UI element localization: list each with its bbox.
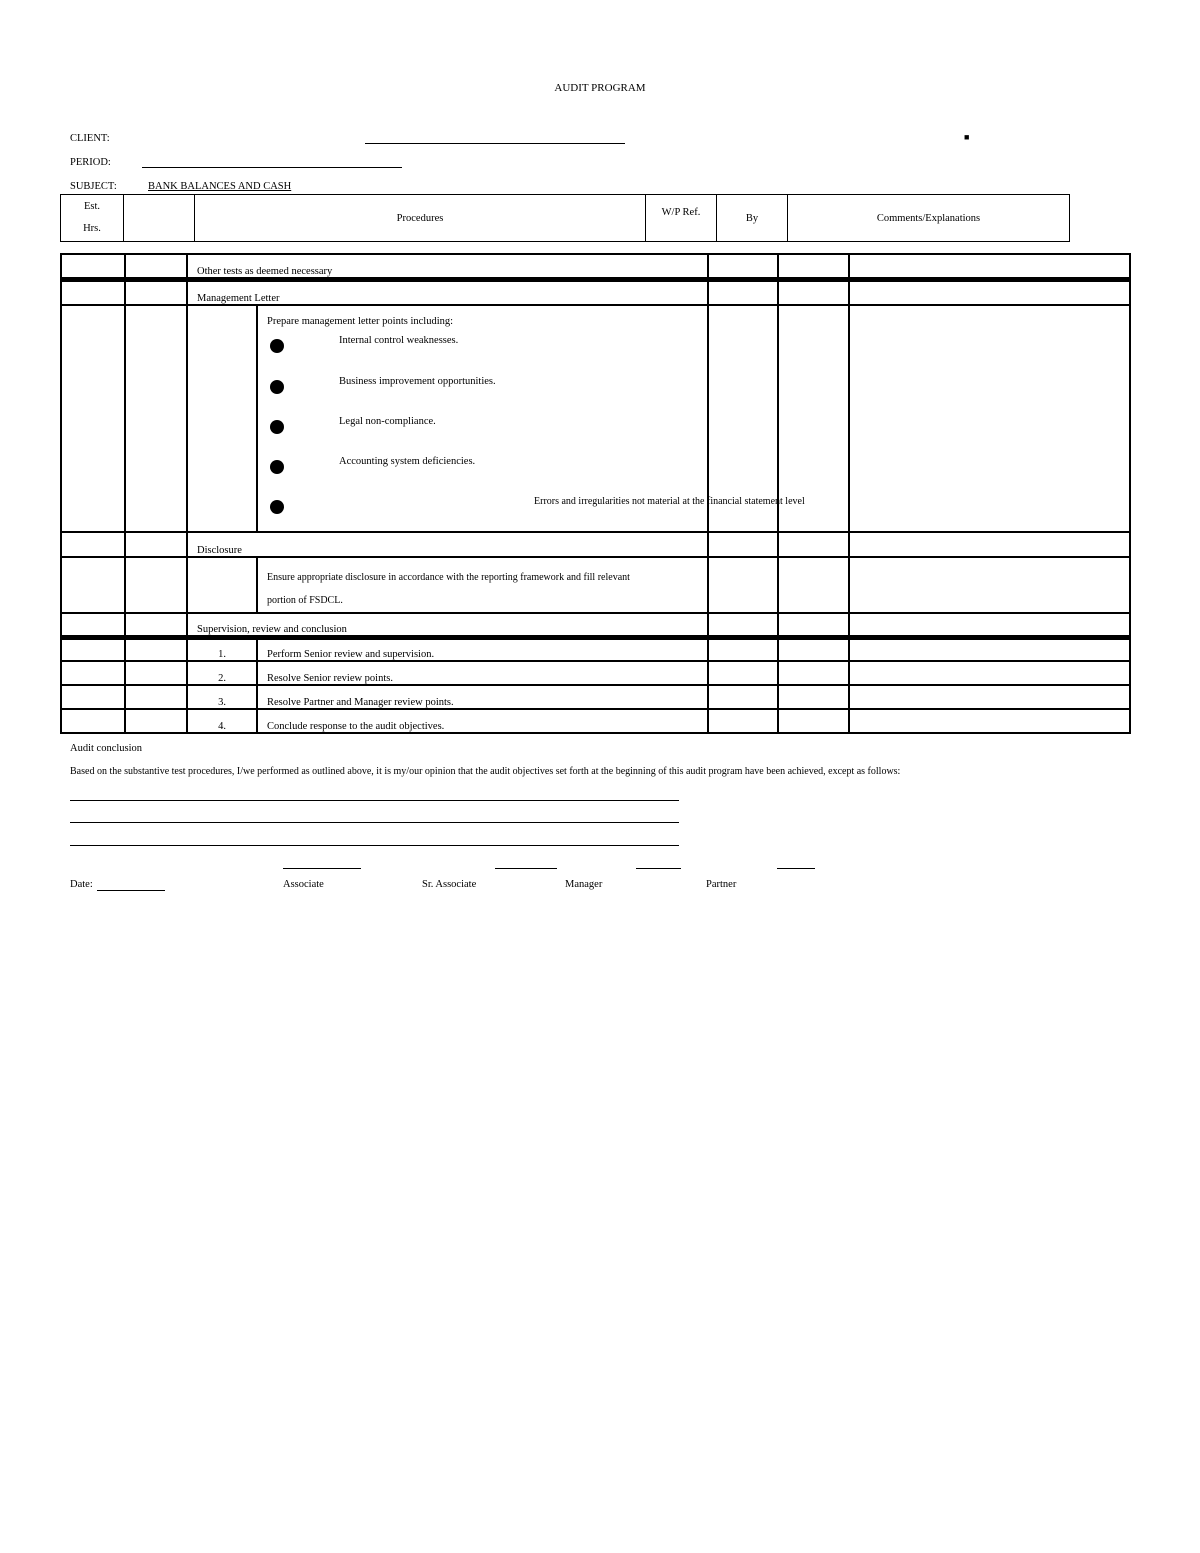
conclusion-heading: Audit conclusion: [70, 743, 143, 754]
col-est-hrs-line1: Est.: [83, 201, 101, 212]
step-text: Perform Senior review and supervision.: [257, 637, 708, 661]
col-comments: Comments/Explanations: [788, 195, 1070, 242]
bullet-text: Errors and irregularities not material at the financial statement level: [534, 496, 805, 507]
table-row: [61, 709, 1130, 733]
step-text: Resolve Partner and Manager review points.: [257, 685, 708, 709]
subject-label: SUBJECT:: [70, 181, 117, 192]
bullet-icon: [270, 380, 284, 394]
manager-signature-line[interactable]: [636, 868, 681, 869]
col-blank: [124, 195, 195, 242]
col-est-hrs: [61, 195, 124, 242]
col-procedures: Procedures: [195, 195, 646, 242]
row-management-letter: Management Letter: [187, 279, 708, 305]
associate-label: Associate: [283, 879, 324, 890]
subject-value: BANK BALANCES AND CASH: [148, 181, 292, 192]
row-other-tests: Other tests as deemed necessary: [187, 254, 708, 279]
step-text: Conclude response to the audit objectives.: [257, 709, 708, 733]
row-disclosure: Disclosure: [187, 532, 708, 557]
bullet-icon: [270, 460, 284, 474]
col-est-hrs-line2: Hrs.: [83, 223, 101, 234]
management-letter-points: [257, 305, 805, 532]
step-number: 4.: [187, 709, 257, 733]
client-field[interactable]: [365, 143, 625, 144]
disclosure-text-line1: Ensure appropriate disclosure in accordance with the reporting framework and fill relevant: [267, 572, 630, 583]
step-number: 2.: [187, 661, 257, 685]
conclusion-line-2[interactable]: [70, 822, 679, 823]
sr-associate-label: Sr. Associate: [422, 879, 477, 890]
manager-label: Manager: [565, 879, 603, 890]
list-item: [267, 416, 707, 436]
col-by: By: [717, 195, 788, 242]
conclusion-text: Based on the substantive test procedures, I/we performed as outlined above, it is my/our opinion that the audit objectives set forth at the beginning of this audit program have been achieved, except as follows:: [70, 766, 901, 777]
sr-associate-signature-line[interactable]: [495, 868, 557, 869]
bullet-text: Accounting system deficiencies.: [339, 456, 476, 467]
table-row: [61, 557, 1130, 613]
col-wp-ref: W/P Ref.: [646, 195, 717, 242]
bullet-list: [267, 327, 805, 517]
table-row: [61, 254, 1130, 279]
table-row: [61, 637, 1130, 661]
list-item: [267, 456, 707, 476]
page-title: AUDIT PROGRAM: [554, 82, 646, 94]
row-supervision: Supervision, review and conclusion: [187, 613, 708, 637]
table-row: [61, 661, 1130, 685]
client-label: CLIENT:: [70, 133, 110, 144]
procedures-table: [60, 253, 1131, 734]
table-row: [61, 279, 1130, 305]
associate-signature-line[interactable]: [283, 868, 361, 869]
table-row: [61, 305, 1130, 532]
step-number: 3.: [187, 685, 257, 709]
period-label: PERIOD:: [70, 157, 111, 168]
list-item: [267, 376, 707, 396]
conclusion-line-3[interactable]: [70, 845, 679, 846]
prepare-points-text: Prepare management letter points including:: [267, 316, 454, 327]
partner-signature-line[interactable]: [777, 868, 815, 869]
table-row: [61, 613, 1130, 637]
date-label: Date:: [70, 879, 93, 890]
bullet-text: Legal non-compliance.: [339, 416, 436, 427]
conclusion-line-1[interactable]: [70, 800, 679, 801]
step-number: 1.: [187, 637, 257, 661]
disclosure-text-line2: portion of FSDCL.: [267, 595, 343, 606]
period-field[interactable]: [142, 167, 402, 168]
bullet-text: Internal control weaknesses.: [339, 335, 459, 346]
list-item: [267, 496, 805, 516]
disclosure-text: [257, 557, 708, 613]
bullet-text: Business improvement opportunities.: [339, 376, 496, 387]
partner-label: Partner: [706, 879, 737, 890]
date-field[interactable]: [97, 890, 165, 891]
bullet-icon: [270, 339, 284, 353]
table-row: [61, 685, 1130, 709]
bullet-icon: [270, 500, 284, 514]
step-text: Resolve Senior review points.: [257, 661, 708, 685]
table-row: [61, 532, 1130, 557]
bullet-icon: [270, 420, 284, 434]
column-header-table: [60, 194, 1070, 242]
list-item: [267, 335, 707, 355]
marker-glyph: ■: [964, 132, 970, 142]
